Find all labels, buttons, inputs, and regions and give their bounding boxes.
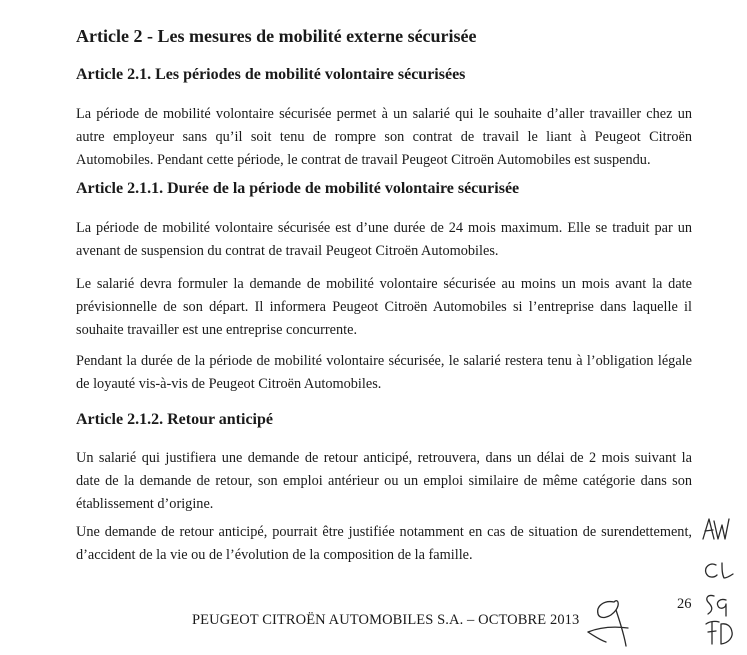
text-line: Pendant la durée de la période de mobilité volontaire sécurisée, le salarié restera tenu à l’obligation légale bbox=[76, 353, 692, 369]
handwritten-initials-fd bbox=[702, 618, 734, 648]
text-line: avenant de suspension du contrat de travail Peugeot Citroën Automobiles. bbox=[76, 243, 499, 259]
paragraph-request bbox=[76, 273, 692, 342]
text-line: Une demande de retour anticipé, pourrait être justifiée notamment en cas de situation de surendettement, bbox=[76, 524, 692, 540]
text-line: Un salarié qui justifiera une demande de retour anticipé, retrouvera, dans un délai de 2 mois suivant la bbox=[76, 450, 692, 466]
paragraph-loyalty bbox=[76, 350, 692, 396]
text-line: Automobiles. Pendant cette période, le contrat de travail Peugeot Citroën Automobiles est suspendu. bbox=[76, 152, 651, 168]
article-2-heading: Article 2 - Les mesures de mobilité externe sécurisée bbox=[76, 26, 477, 46]
handwritten-initials-sg bbox=[702, 592, 732, 618]
paragraph-early-return bbox=[76, 447, 692, 516]
article-2-1-2-heading: Article 2.1.2. Retour anticipé bbox=[76, 411, 273, 428]
paragraph-duration bbox=[76, 217, 692, 263]
text-line: établissement d’origine. bbox=[76, 496, 214, 512]
text-line: d’accident de la vie ou de l’évolution de la composition de la famille. bbox=[76, 547, 473, 563]
text-line: de loyauté vis-à-vis de Peugeot Citroën Automobiles. bbox=[76, 376, 382, 392]
text-line: date de la demande de retour, son emploi antérieur ou un emploi similaire de même catégorie dans son bbox=[76, 473, 692, 489]
text-line: La période de mobilité volontaire sécurisée permet à un salarié qui le souhaite d’aller travailler chez un bbox=[76, 106, 692, 122]
text-line: autre employeur sans qu’il soit tenu de rompre son contrat de travail le liant à Peugeot Citroën bbox=[76, 129, 692, 145]
handwritten-initials-aw bbox=[700, 515, 732, 543]
paragraph-justification bbox=[76, 521, 692, 567]
text-line: Le salarié devra formuler la demande de mobilité volontaire sécurisée au moins un mois avant la date bbox=[76, 276, 692, 292]
text-line: La période de mobilité volontaire sécurisée est d’une durée de 24 mois maximum. Elle se traduit par un bbox=[76, 220, 692, 236]
paragraph-mobility-definition bbox=[76, 103, 692, 172]
text-line: souhaite travailler est une entreprise concurrente. bbox=[76, 322, 358, 338]
document-footer: PEUGEOT CITROËN AUTOMOBILES S.A. – OCTOBRE 2013 bbox=[192, 612, 580, 628]
text-line: prévisionnelle de son départ. Il informera Peugeot Citroën Automobiles si l’entreprise dans laquelle il bbox=[76, 299, 692, 315]
handwritten-initials-cl bbox=[702, 559, 736, 583]
article-2-1-1-heading: Article 2.1.1. Durée de la période de mobilité volontaire sécurisée bbox=[76, 180, 520, 197]
article-2-1-heading: Article 2.1. Les périodes de mobilité volontaire sécurisées bbox=[76, 66, 466, 83]
page-number: 26 bbox=[677, 596, 692, 612]
handwritten-signature bbox=[584, 588, 644, 650]
